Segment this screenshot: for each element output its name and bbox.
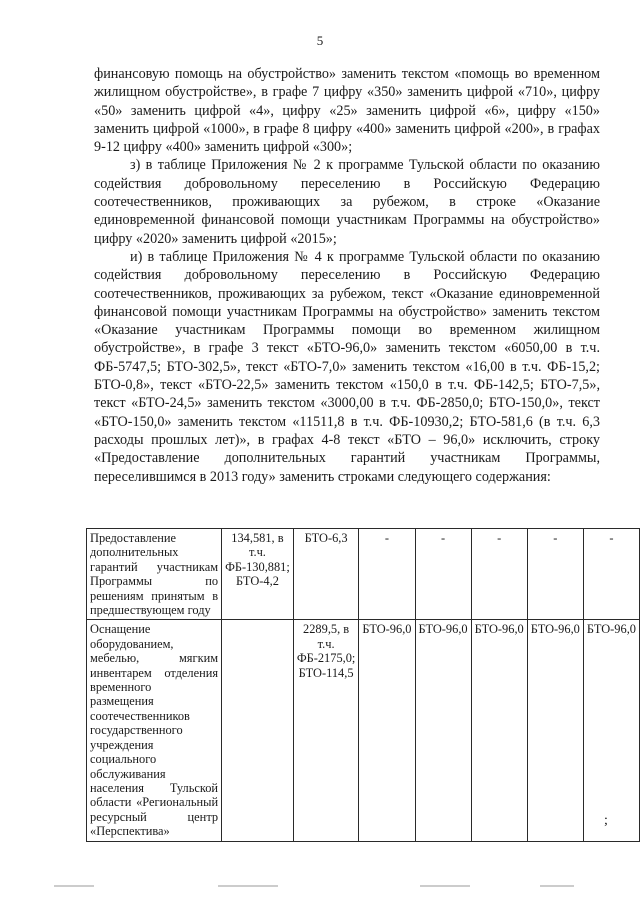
table-end-semicolon: ; — [604, 813, 608, 828]
table-row — [87, 529, 640, 620]
table-cell: БТО-96,0 — [415, 620, 471, 841]
scan-artifact — [218, 885, 278, 887]
table-cell: БТО-96,0 — [471, 620, 527, 841]
table-cell: БТО-6,3 — [293, 529, 359, 620]
table-cell: БТО-96,0 — [359, 620, 415, 841]
document-body — [94, 65, 600, 486]
scan-artifact — [420, 885, 470, 887]
table-cell: БТО-96,0 — [527, 620, 583, 841]
table-cell: 2289,5, в т.ч. ФБ-2175,0; БТО-114,5 — [293, 620, 359, 841]
page-number: 5 — [316, 33, 324, 48]
table-cell: - — [359, 529, 415, 620]
table-cell: - — [415, 529, 471, 620]
paragraph-continuation: финансовую помощь на обустройство» заменить текстом «помощь во временном жилищном обустройстве», в графе 7 цифру «350» заменить цифрой «710», цифру «50» заменить цифрой «4», цифру «25» заменить цифрой «6», цифру «150» заменить цифрой «1000», в графе 8 цифру «400» заменить цифрой «200», в графах 9-12 цифру «400» заменить цифрой «300»; — [94, 66, 600, 156]
scan-artifact — [540, 885, 574, 887]
table-cell-name: Предоставление дополнительных гарантий участникам Программы по решениям принятым в предшествующем году — [87, 529, 222, 620]
table-cell: - — [583, 529, 639, 620]
table-row — [87, 620, 640, 841]
table-cell — [222, 620, 294, 841]
paragraph-item-i: и) в таблице Приложения № 4 к программе Тульской области по оказанию содействия добровольному переселению в Российскую Федерацию соотечественников, проживающих за рубежом, текст «Оказание единовременной финансовой помощи участникам Программы на обустройство» заменить текстом «Оказание участникам Программы помощи во временном жилищном обустройстве», в графе 3 текст «БТО-96,0» заменить текстом «6050,00 в т.ч. ФБ-5747,5; БТО-302,5», текст «БТО-7,0» заменить текстом «16,00 в т.ч. ФБ-15,2; БТО-0,8», текст «БТО-22,5» заменить текстом «150,0 в т.ч. ФБ-142,5; БТО-7,5», текст «БТО-24,5» заменить текстом «3000,00 в т.ч. ФБ-2850,0; БТО-150,0», текст «БТО-150,0» заменить текстом «11511,8 в т.ч. ФБ-10930,2; БТО-581,6 (в т.ч. 6,3 расходы прошлых лет)», в графах 4-8 текст «БТО – 96,0» исключить, строку «Предоставление дополнительных гарантий участникам Программы, переселившимся в 2013 году» заменить строками следующего содержания: — [94, 248, 600, 485]
table-cell: 134,581, в т.ч. ФБ-130,881; БТО-4,2 — [222, 529, 294, 620]
scan-artifact — [54, 885, 94, 887]
table-cell-name: Оснащение оборудованием, мебелью, мягким инвентарем отделения временного размещения соотечественников государственного учреждения социального обслуживания населения Тульской области «Региональный ресурсный центр «Перспектива» — [87, 620, 222, 841]
amendment-table — [86, 528, 640, 842]
paragraph-item-z: з) в таблице Приложения № 2 к программе Тульской области по оказанию содействия добровольному переселению в Российскую Федерацию соотечественников, проживающих за рубежом, в строке «Оказание единовременной финансовой помощи участникам Программы на обустройство» цифру «2020» заменить цифрой «2015»; — [94, 157, 600, 247]
table-cell: - — [471, 529, 527, 620]
table-cell: БТО-96,0 — [583, 620, 639, 841]
table-cell: - — [527, 529, 583, 620]
